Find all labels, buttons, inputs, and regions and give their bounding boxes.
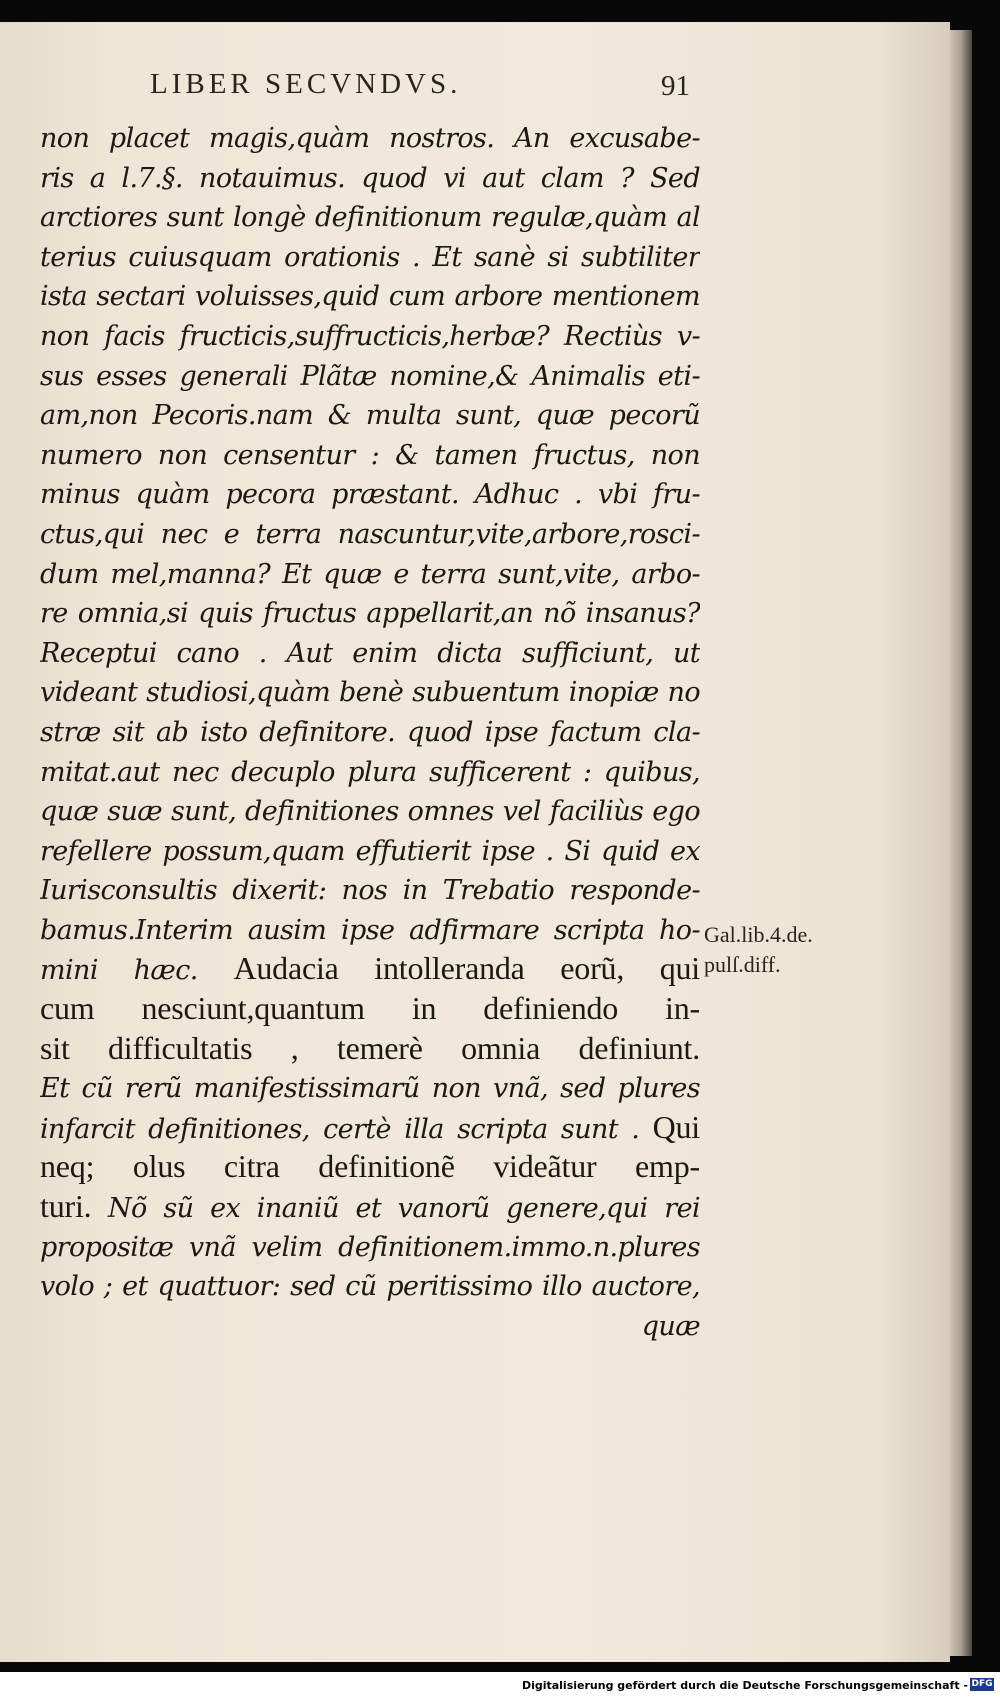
text-segment: Nõ sũ ex inaniũ et vanorũ genere,qui rei bbox=[107, 1193, 700, 1225]
text-line bbox=[40, 831, 700, 871]
margin-note-line: Gal.lib.4.de. bbox=[704, 922, 813, 947]
text-segment: non facis fructicis,suffructicis,herbæ? Rectiùs v- bbox=[40, 320, 700, 352]
page-header bbox=[150, 68, 690, 108]
text-segment: ris a l.7.§. notauimus. quod vi aut clam ? Sed bbox=[40, 162, 700, 194]
text-segment: sus esses generali Plãtæ nomine,& Animalis eti- bbox=[40, 360, 700, 392]
text-segment: ctus,qui nec e terra nascuntur,vite,arbore,rosci- bbox=[40, 518, 700, 550]
text-segment: stræ sit ab isto definitore. quod ipse factum cla- bbox=[40, 716, 700, 748]
text-line bbox=[40, 514, 700, 554]
dfg-logo: DFG bbox=[971, 1679, 993, 1689]
text-segment: sit difficultatis , temerè omnia definiunt. bbox=[40, 1029, 700, 1066]
text-line bbox=[40, 276, 700, 316]
text-segment: ista sectari voluisses,quid cum arbore mentionem bbox=[40, 281, 700, 313]
footer-credit: Digitalisierung gefördert durch die Deutsche Forschungsgemeinschaft - bbox=[521, 1679, 968, 1692]
text-line bbox=[40, 474, 700, 514]
text-line bbox=[40, 949, 700, 989]
text-line bbox=[40, 197, 700, 237]
text-line bbox=[40, 1266, 700, 1306]
text-line bbox=[40, 752, 700, 792]
text-line bbox=[40, 989, 700, 1029]
text-segment: Audacia intolleranda eorũ, qui bbox=[233, 950, 700, 987]
catchword-text: quæ bbox=[641, 1310, 700, 1342]
text-line bbox=[40, 1068, 700, 1108]
text-segment: am,non Pecoris.nam & multa sunt, quæ pecorũ bbox=[40, 400, 700, 432]
text-segment: Iurisconsultis dixerit: nos in Trebatio responde- bbox=[40, 875, 700, 907]
text-line bbox=[40, 237, 700, 277]
text-segment: quæ suæ sunt, definitiones omnes vel faciliùs ego bbox=[40, 796, 700, 828]
text-segment: infarcit definitiones, certè illa scripta sunt . bbox=[40, 1113, 653, 1145]
text-segment: cum nesciunt,quantum in definiendo in- bbox=[40, 990, 700, 1027]
text-line bbox=[40, 633, 700, 673]
text-segment: mitat.aut nec decuplo plura sufficerent : quibus, bbox=[40, 756, 700, 788]
text-segment: terius cuiusquam orationis . Et sanè si subtiliter bbox=[40, 241, 700, 273]
page-number: 91 bbox=[661, 70, 690, 102]
text-segment: Receptui cano . Aut enim dicta sufficiunt, ut bbox=[40, 637, 700, 669]
text-segment: bamus.Interim ausim ipse adfirmare scripta ho- bbox=[40, 914, 700, 946]
text-line bbox=[40, 316, 700, 356]
text-line bbox=[40, 435, 700, 475]
text-segment: Et cũ rerũ manifestissimarũ non vnã, sed plures bbox=[40, 1073, 700, 1105]
text-line bbox=[40, 158, 700, 198]
text-line bbox=[40, 356, 700, 396]
text-line bbox=[40, 593, 700, 633]
margin-note bbox=[704, 920, 879, 980]
text-line bbox=[40, 395, 700, 435]
text-line bbox=[40, 118, 700, 158]
text-segment: arctiores sunt longè definitionum regulæ,quàm al bbox=[40, 202, 700, 234]
text-line bbox=[40, 554, 700, 594]
text-line bbox=[40, 1108, 700, 1148]
text-segment: propositæ vnã velim definitionem.immo.n.plures bbox=[40, 1231, 700, 1263]
text-segment: turi. bbox=[40, 1188, 108, 1225]
text-segment: non placet magis,quàm nostros. An excusabe- bbox=[40, 123, 700, 154]
text-segment: volo ; et quattuor: sed cũ peritissimo illo auctore, bbox=[40, 1271, 700, 1303]
text-line bbox=[40, 712, 700, 752]
text-line bbox=[40, 1029, 700, 1069]
body-text bbox=[40, 118, 700, 1345]
text-segment: mini hæc. bbox=[40, 955, 234, 987]
text-line bbox=[40, 1187, 700, 1227]
text-line bbox=[40, 870, 700, 910]
digitization-footer bbox=[0, 1672, 1000, 1699]
text-segment: re omnia,si quis fructus appellarit,an nõ insanus? bbox=[40, 598, 700, 630]
catchword bbox=[40, 1306, 700, 1346]
page-edge bbox=[950, 30, 972, 1656]
text-segment: neq; olus citra definitionẽ videãtur emp- bbox=[40, 1148, 700, 1185]
text-segment: videant studiosi,quàm benè subuentum inopiæ no bbox=[40, 677, 700, 709]
margin-note-line: pulſ.diff. bbox=[704, 952, 781, 977]
running-title: LIBER SECVNDVS. bbox=[150, 68, 462, 100]
text-line bbox=[40, 910, 700, 950]
text-line bbox=[40, 1147, 700, 1187]
text-line bbox=[40, 1227, 700, 1267]
text-segment: refellere possum,quam effutierit ipse . Si quid ex bbox=[40, 835, 700, 867]
text-segment: Qui bbox=[652, 1108, 700, 1145]
text-segment: dum mel,manna? Et quæ e terra sunt,vite, arbo- bbox=[40, 558, 700, 590]
text-line bbox=[40, 672, 700, 712]
text-line bbox=[40, 791, 700, 831]
text-segment: minus quàm pecora præstant. Adhuc . vbi fru- bbox=[40, 479, 700, 511]
text-segment: numero non censentur : & tamen fructus, non bbox=[40, 439, 700, 471]
